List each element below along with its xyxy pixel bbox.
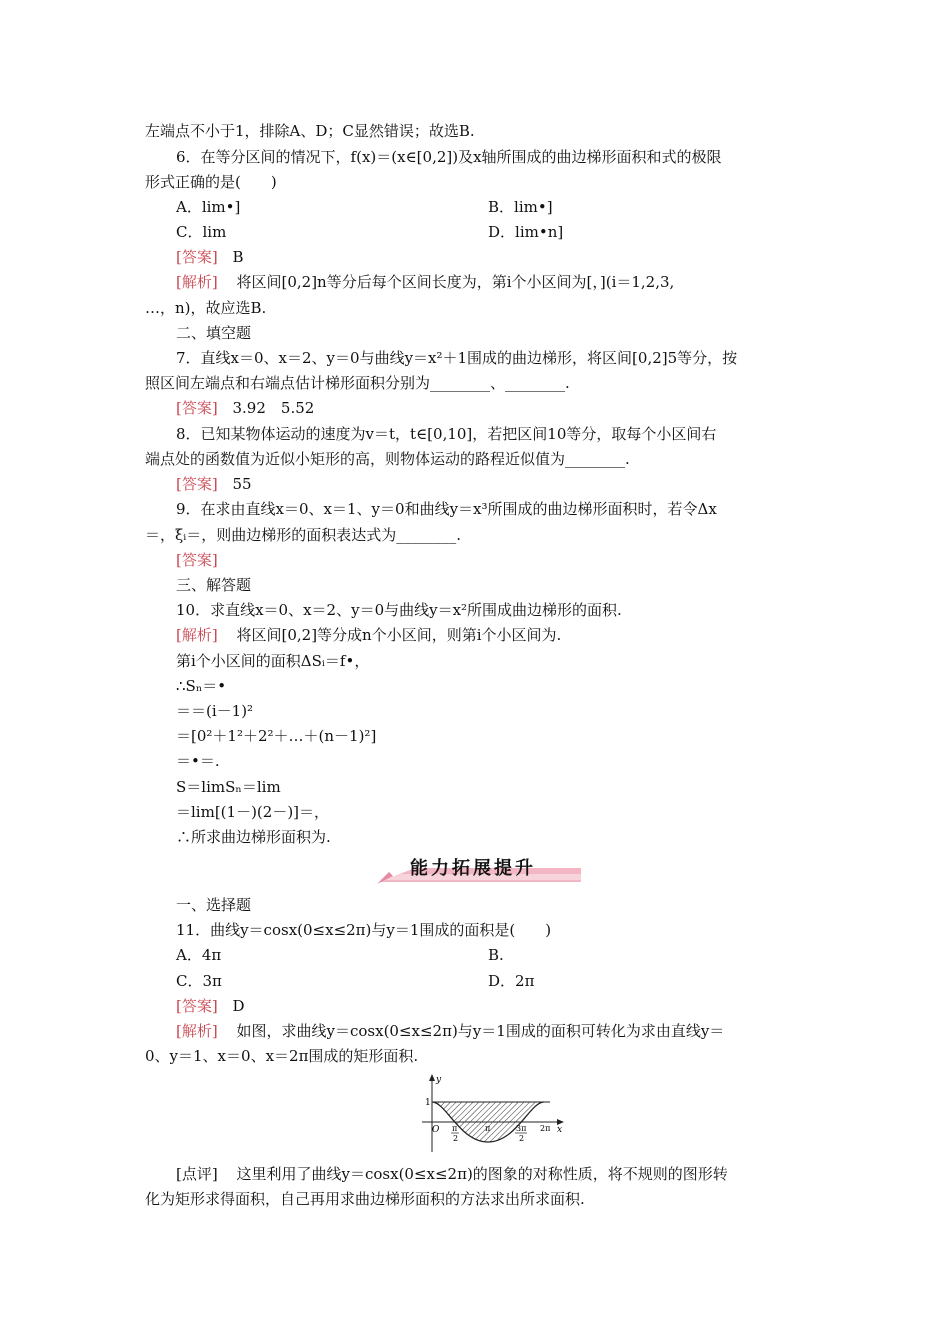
solution-step: ∴Sₙ＝• [176,677,227,695]
banner-title: 能力拓展提升 [410,858,536,879]
answer-tag: [答案] [176,997,218,1015]
option-d: D．lim•n] [488,223,564,241]
answer-line [176,549,846,571]
origin-label: O [432,1125,440,1135]
text-line: …，n)，故应选B. [145,299,267,317]
text-line: ＝，ξᵢ＝，则曲边梯形的面积表达式为________. [145,526,462,544]
tick-label: 2π [540,1124,551,1133]
explanation-tag: [解析] [176,273,218,291]
tick-label: 3π [516,1124,527,1133]
question-7: 7．直线x＝0、x＝2、y＝0与曲线y＝x²＋1围成的曲边梯形，将区间[0,2]5等分，按 [176,349,738,367]
tick-label: π [452,1124,458,1133]
text-line: 照区间左端点和右端点估计梯形面积分别为________、________. [145,374,570,392]
solution-step: S＝limSₙ＝lim [176,778,281,796]
answer-tag: [答案] [176,551,218,569]
explanation-tag: [解析] [176,1022,218,1040]
tick-label: π [485,1124,491,1133]
tick-label: 2 [453,1134,459,1143]
question-10: 10．求直线x＝0、x＝2、y＝0与曲线y＝x²所围成曲边梯形的面积. [176,601,622,619]
y-axis-label: y [436,1075,442,1085]
explanation-text: 将区间[0,2]等分成n个小区间，则第i个小区间为. [236,626,562,644]
option-b: B．lim•] [488,198,553,216]
solution-step: ＝lim[(1－)(2－)]＝， [176,803,330,821]
option-c: C．lim [176,223,227,241]
answer-value: B [232,248,244,266]
y-axis-arrow [429,1074,435,1081]
answer-tag: [答案] [176,248,218,266]
explanation-line [176,271,846,293]
answer-tag: [答案] [176,399,218,417]
question-11: 11．曲线y＝cosx(0≤x≤2π)与y＝1围成的面积是( ) [176,921,552,939]
text-line: 形式正确的是( ) [145,173,277,191]
option-a: A．lim•] [176,198,241,216]
solution-step: ∴所求曲边梯形面积为. [176,828,331,846]
answer-tag: [答案] [176,475,218,493]
note-line [176,1163,846,1185]
answer-line [176,246,846,268]
section-heading: 三、解答题 [176,576,252,594]
explanation-tag: [解析] [176,626,218,644]
text-line: 0、y＝1、x＝0、x＝2π围成的矩形面积. [145,1047,419,1065]
solution-step: ＝•＝. [176,752,220,770]
answer-value: D [232,997,245,1015]
note-tag: [点评] [176,1165,218,1183]
answer-line [176,397,846,419]
answer-line [176,995,846,1017]
answer-value: 3.92 5.52 [232,399,315,417]
cosine-figure [418,1072,568,1154]
option-d: D．2π [488,972,535,990]
note-text: 这里利用了曲线y＝cosx(0≤x≤2π)的图象的对称性质，将不规则的图形转 [236,1165,728,1183]
x-axis-label: x [557,1125,563,1135]
text-line: 化为矩形求得面积，自己再用求曲边梯形面积的方法求出所求面积. [145,1190,585,1208]
option-a: A．4π [176,946,222,964]
question-6: 6．在等分区间的情况下，f(x)＝(x∈[0,2])及x轴所围成的曲边梯形面积和式的极限 [176,148,722,166]
section-heading: 二、填空题 [176,324,252,342]
option-c: C．3π [176,972,222,990]
answer-line [176,473,846,495]
answer-value: 55 [232,475,252,493]
question-8: 8．已知某物体运动的速度为v＝t，t∈[0,10]，若把区间10等分，取每个小区间右 [176,425,717,443]
solution-step: ＝[0²＋1²＋2²＋…＋(n－1)²] [176,727,377,745]
text-line: 左端点不小于1，排除A、D；C显然错误；故选B. [145,122,475,140]
tick-label: 1 [425,1098,431,1108]
text-line: 端点处的函数值为近似小矩形的高，则物体运动的路程近似值为________. [145,450,630,468]
solution-step: ＝＝(i－1)² [176,702,254,720]
section-heading: 一、选择题 [176,896,252,914]
question-9: 9．在求由直线x＝0、x＝1、y＝0和曲线y＝x³所围成的曲边梯形面积时，若令Δx [176,500,717,518]
explanation-line [176,624,846,646]
option-b: B. [488,946,504,964]
explanation-line [176,1020,846,1042]
explanation-text: 将区间[0,2]n等分后每个区间长度为，第i个小区间为[，](i＝1,2,3, [236,273,675,291]
tick-label: 2 [519,1134,525,1143]
explanation-text: 如图，求曲线y＝cosx(0≤x≤2π)与y＝1围成的面积可转化为求由直线y＝ [236,1022,725,1040]
solution-step: 第i个小区间的面积ΔSᵢ＝f•， [176,652,370,670]
